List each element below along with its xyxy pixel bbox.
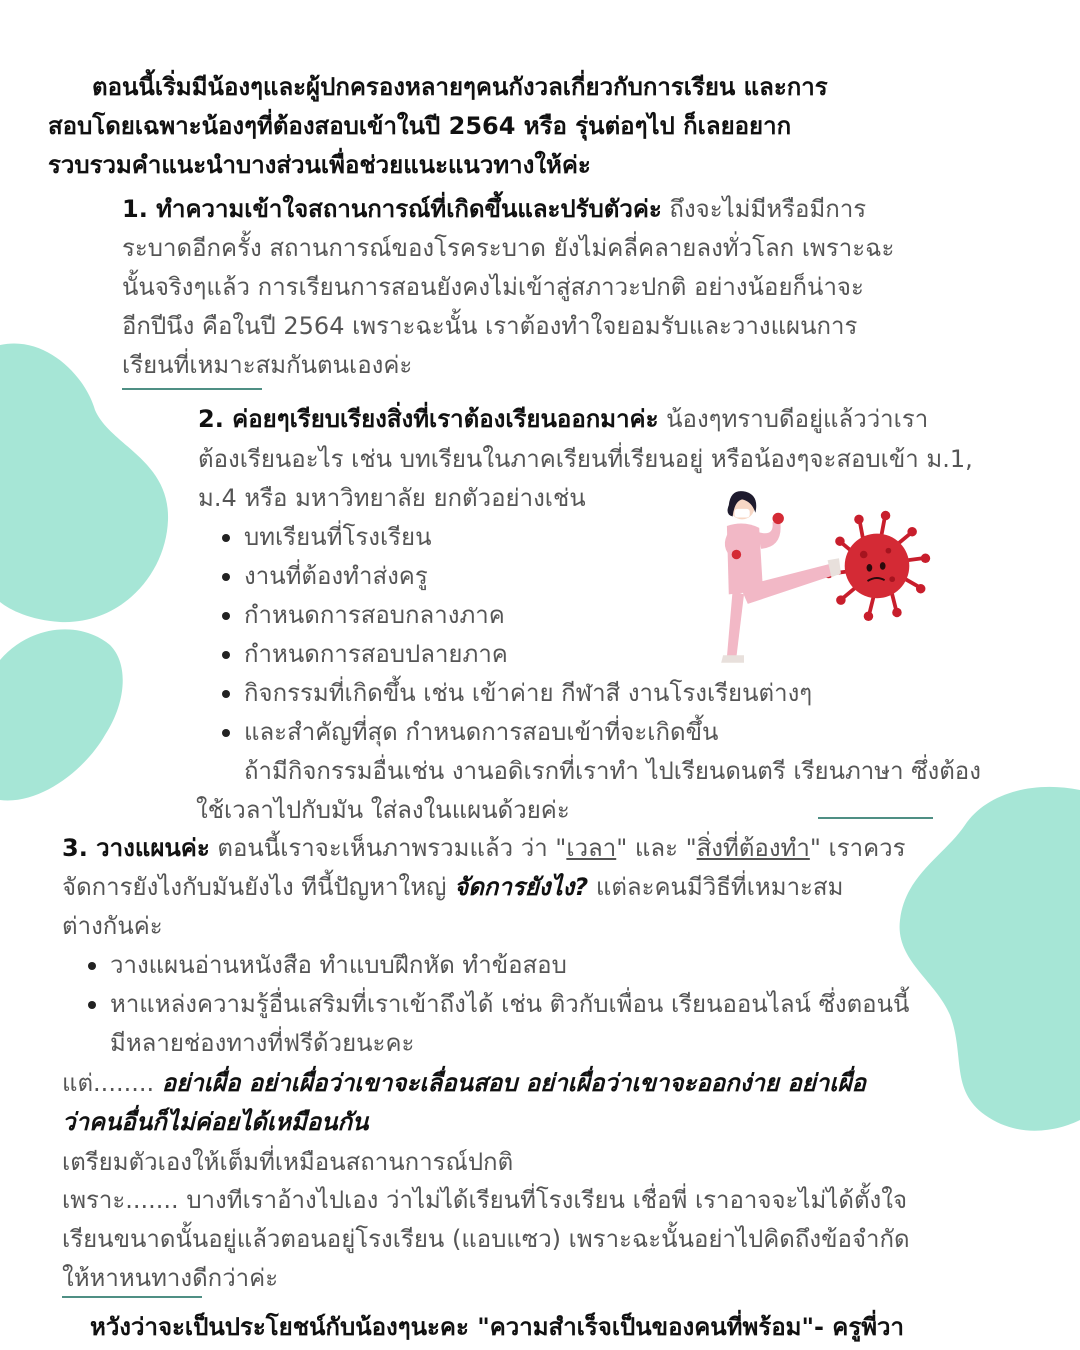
woman-figure	[721, 491, 841, 663]
section3-list-item-1: วางแผนอ่านหนังสือ ทำแบบฝึกหัด ทำข้อสอบ	[110, 951, 567, 979]
warning-text-1: อย่าเผื่อ อย่าเผื่อว่าเขาจะเลื่อนสอบ อย่าเผื่อว่าเขาจะออกง่าย อย่าเผื่อ	[161, 1069, 866, 1097]
section1-line-3: นั้นจริงๆแล้ว การเรียนการสอนยังคงไม่เข้าสู่สภาวะปกติ อย่างน้อยก็น่าจะ	[122, 273, 864, 301]
section3-line1-b: " และ "	[616, 834, 697, 862]
section2-bullet-4	[222, 651, 230, 659]
word-time: เวลา	[566, 834, 617, 862]
section2-list-item-5: กิจกรรมที่เกิดขึ้น เช่น เข้าค่าย กีฬาสี งานโรงเรียนต่างๆ	[244, 679, 813, 707]
section1-line-4: อีกปีนึง คือในปี 2564 เพราะฉะนั้น เราต้องทำใจยอมรับและวางแผนการ	[122, 312, 858, 340]
section2-list-item-3: กำหนดการสอบกลางภาค	[244, 601, 505, 629]
intro-line-2: สอบโดยเฉพาะน้องๆที่ต้องสอบเข้าในปี 2564 หรือ รุ่นต่อๆไป ก็เลยอยาก	[48, 112, 792, 140]
section2-line-1	[198, 400, 928, 439]
section3-prep-line: เตรียมตัวเองให้เต็มที่เหมือนสถานการณ์ปกติ	[62, 1148, 514, 1176]
section3-line-2	[62, 868, 843, 907]
section3-line-3: ต่างกันค่ะ	[62, 912, 163, 940]
section3-warning-line-1	[62, 1064, 866, 1103]
section3-heading: 3. วางแผนค่ะ	[62, 834, 210, 862]
section3-because-line-3: ให้หาหนทางดีกว่าค่ะ	[62, 1264, 279, 1292]
section2-bullet-6	[222, 729, 230, 737]
section3-because-line-2: เรียนขนาดนั้นอยู่แล้วตอนอยู่โรงเรียน (แอบแซว) เพราะฉะนั้นอย่าไปคิดถึงข้อจำกัด	[62, 1225, 910, 1253]
section2-list-item-4: กำหนดการสอบปลายภาค	[244, 640, 508, 668]
intro-line-1: ตอนนี้เริ่มมีน้องๆและผู้ปกครองหลายๆคนกังวลเกี่ยวกับการเรียน และการ	[92, 73, 828, 101]
section3-line1-c: " เราควร	[809, 834, 906, 862]
section2-bullet-2	[222, 573, 230, 581]
section2-list-item-2: งานที่ต้องทำส่งครู	[244, 562, 428, 590]
section2-line-3: ม.4 หรือ มหาวิทยาลัย ยกตัวอย่างเช่น	[198, 484, 586, 512]
section2-heading: 2. ค่อยๆเรียบเรียงสิ่งที่เราต้องเรียนออกมาค่ะ	[198, 405, 659, 433]
section1-divider	[122, 388, 262, 390]
section3-divider	[62, 1296, 202, 1298]
section3-list-item-2-cont: มีหลายช่องทางที่ฟรีด้วยนะคะ	[110, 1029, 415, 1057]
intro-line-3: รวบรวมคำแนะนำบางส่วนเพื่อช่วยแนะแนวทางให้ค่ะ	[48, 151, 591, 179]
section1-heading: 1. ทำความเข้าใจสถานการณ์ที่เกิดขึ้นและปรับตัวค่ะ	[122, 195, 662, 223]
closing-line: หวังว่าจะเป็นประโยชน์กับน้องๆนะคะ "ความสำเร็จเป็นของคนที่พร้อม"- ครูพี่วา	[90, 1313, 904, 1341]
but-label: แต่........	[62, 1069, 155, 1097]
section3-list-item-2: หาแหล่งความรู้อื่นเสริมที่เราเข้าถึงได้ เช่น ติวกับเพื่อน เรียนออนไลน์ ซึ่งตอนนี้	[110, 990, 910, 1018]
section2-list-item-1: บทเรียนที่โรงเรียน	[244, 523, 432, 551]
section3-line2-b: แต่ละคนมีวิธีที่เหมาะสม	[595, 873, 844, 901]
section3-because-line-1: เพราะ....... บางทีเราอ้างไปเอง ว่าไม่ได้เรียนที่โรงเรียน เชื่อพี่ เราอาจจะไม่ได้ตั้งใจ	[62, 1186, 908, 1214]
section3-bullet-2	[88, 1001, 96, 1009]
section2-line1-rest: น้องๆทราบดีอยู่แล้วว่าเรา	[666, 405, 929, 433]
section3-warning-line-2: ว่าคนอื่นก็ไม่ค่อยได้เหมือนกัน	[62, 1108, 369, 1136]
section2-list-item-6: และสำคัญที่สุด กำหนดการสอบเข้าที่จะเกิดขึ้น	[244, 718, 719, 746]
section3-bullet-1	[88, 962, 96, 970]
section2-divider	[818, 817, 933, 819]
section2-bullet-3	[222, 612, 230, 620]
section1-line-2: ระบาดอีกครั้ง สถานการณ์ของโรคระบาด ยังไม่คลี่คลายลงทั่วโลก เพราะฉะ	[122, 234, 895, 262]
section3-line-1	[62, 829, 906, 868]
woman-kicking-virus-illustration	[700, 488, 940, 678]
section2-bullet-1	[222, 534, 230, 542]
section3-line2-a: จัดการยังไงกับมันยังไง ทีนี้ปัญหาใหญ่	[62, 873, 447, 901]
section1-line-1	[122, 190, 866, 229]
word-todo: สิ่งที่ต้องทำ	[696, 834, 810, 862]
section3-emphasis: จัดการยังไง?	[454, 873, 589, 901]
section2-bullet-5	[222, 690, 230, 698]
section1-line1-rest: ถึงจะไม่มีหรือมีการ	[669, 195, 867, 223]
section2-extra-line-1: ถ้ามีกิจกรรมอื่นเช่น งานอดิเรกที่เราทำ ไปเรียนดนตรี เรียนภาษา ซึ่งต้อง	[244, 757, 981, 785]
section2-extra-line-2: ใช้เวลาไปกับมัน ใส่ลงในแผนด้วยค่ะ	[196, 796, 570, 824]
section3-line1-a: ตอนนี้เราจะเห็นภาพรวมแล้ว ว่า "	[217, 834, 567, 862]
section1-line-5: เรียนที่เหมาะสมกันตนเองค่ะ	[122, 351, 413, 379]
section2-line-2: ต้องเรียนอะไร เช่น บทเรียนในภาคเรียนที่เรียนอยู่ หรือน้องๆจะสอบเข้า ม.1,	[198, 445, 973, 473]
